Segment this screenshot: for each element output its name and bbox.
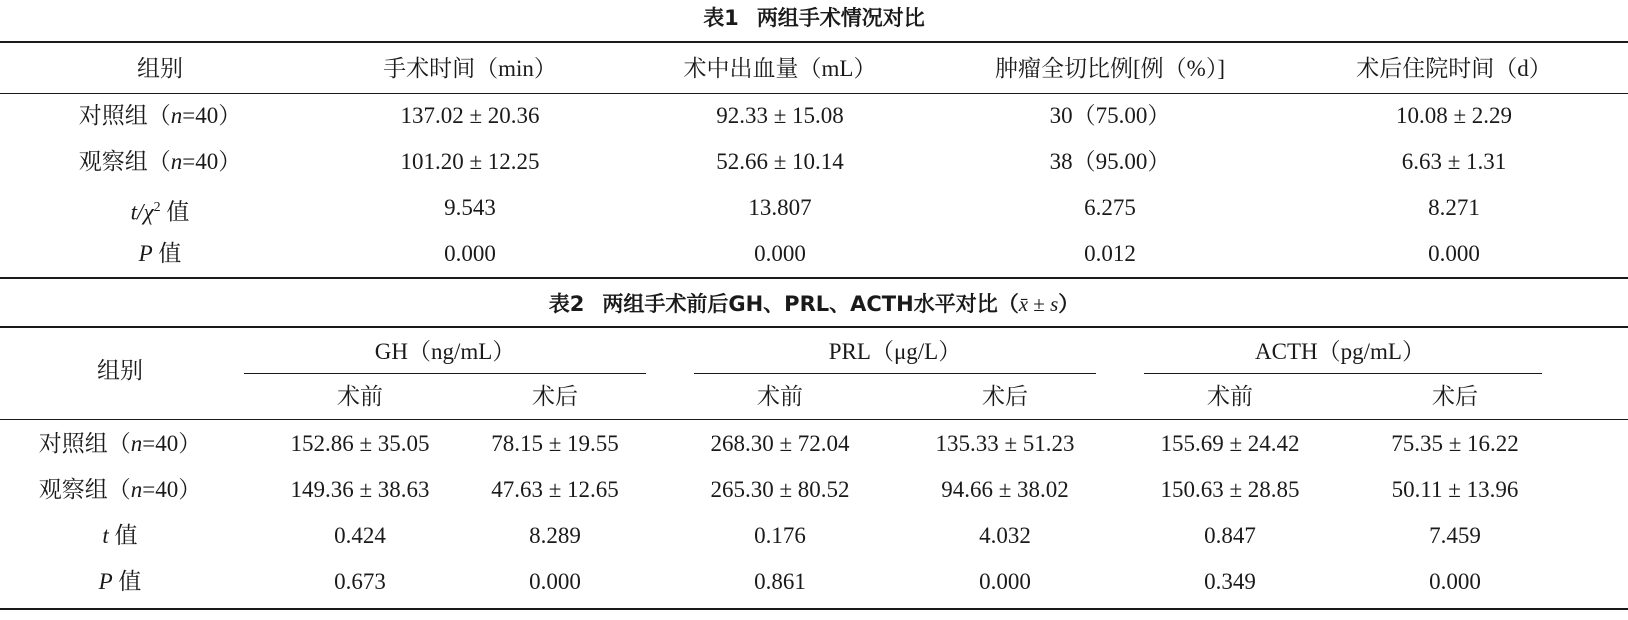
table-row: [0, 231, 1628, 277]
table1-header-op-time: 手术时间（min）: [383, 56, 557, 81]
table1-bottom-rule: [0, 277, 1628, 279]
sub-header: 术后: [1432, 384, 1478, 409]
table-cell: 8.271: [1428, 195, 1480, 220]
table-cell: 38（95.00）: [1049, 149, 1171, 174]
table2-header-group: 组别: [97, 358, 143, 383]
table-row: [0, 185, 1628, 231]
row-label: P 值: [138, 241, 182, 266]
table-cell: 8.289: [529, 523, 581, 548]
col-group-gh: GH（ng/mL）: [374, 339, 516, 364]
table-cell: 52.66 ± 10.14: [716, 149, 844, 174]
table-row: [0, 559, 1628, 605]
table1-top-rule: [0, 41, 1628, 43]
row-label: $t/\chi^2$ 值: [130, 199, 190, 225]
col-group-prl: PRL（μg/L）: [828, 339, 962, 364]
table-cell: 0.673: [334, 569, 386, 594]
table-cell: 6.275: [1084, 195, 1136, 220]
table-cell: 149.36 ± 38.63: [290, 477, 430, 502]
table-cell: 75.35 ± 16.22: [1391, 431, 1519, 456]
table1-header-stay: 术后住院时间（d）: [1356, 56, 1552, 81]
table-cell: 0.847: [1204, 523, 1256, 548]
table-cell: 155.69 ± 24.42: [1160, 431, 1300, 456]
table-cell: 268.30 ± 72.04: [710, 431, 850, 456]
table2-title: 两组手术前后GH、PRL、ACTH水平对比（: [602, 292, 1019, 316]
table-row: [0, 139, 1628, 185]
table-cell: 0.000: [1429, 569, 1481, 594]
table-cell: 152.86 ± 35.05: [290, 431, 430, 456]
sub-header: 术前: [1207, 384, 1253, 409]
table-cell: 50.11 ± 13.96: [1391, 477, 1519, 502]
table-cell: 0.000: [754, 241, 806, 266]
table-cell: 0.000: [529, 569, 581, 594]
table2-number: 表2: [548, 292, 585, 316]
table1-header-row: [0, 46, 1628, 92]
table-cell: 6.63 ± 1.31: [1401, 149, 1507, 174]
row-label: 对照组（n=40）: [78, 103, 242, 128]
table-cell: 30（75.00）: [1049, 103, 1171, 128]
table-row: [0, 513, 1628, 559]
table-cell: 0.424: [334, 523, 386, 548]
table-cell: 0.000: [979, 569, 1031, 594]
table2-header-rule: [0, 419, 1628, 420]
table-cell: 0.861: [754, 569, 806, 594]
table-cell: 135.33 ± 51.23: [935, 431, 1075, 456]
table-cell: 0.000: [444, 241, 496, 266]
table-cell: 92.33 ± 15.08: [716, 103, 844, 128]
table-cell: 265.30 ± 80.52: [710, 477, 850, 502]
table2-top-rule: [0, 326, 1628, 328]
table1-caption: [0, 4, 1628, 32]
table-cell: 94.66 ± 38.02: [941, 477, 1069, 502]
table-cell: 0.000: [1428, 241, 1480, 266]
table-cell: 0.349: [1204, 569, 1256, 594]
table-cell: 101.20 ± 12.25: [400, 149, 540, 174]
row-label: 对照组（n=40）: [38, 431, 202, 456]
table-cell: 47.63 ± 12.65: [491, 477, 619, 502]
sub-header: 术后: [532, 384, 578, 409]
table-cell: 0.012: [1084, 241, 1136, 266]
table-cell: 13.807: [748, 195, 812, 220]
table-row: [0, 467, 1628, 513]
table1-number: 表1: [703, 6, 739, 30]
row-label: 观察组（n=40）: [78, 149, 242, 174]
row-label: P 值: [98, 569, 142, 594]
table1-header-blood-loss: 术中出血量（mL）: [683, 56, 877, 81]
table2-caption: 表2 两组手术前后GH、PRL、ACTH水平对比（x̄ ± s）: [548, 292, 1080, 316]
table-cell: 137.02 ± 20.36: [400, 103, 540, 128]
table-cell: 7.459: [1429, 523, 1481, 548]
table-row: [0, 93, 1628, 139]
row-label: t 值: [102, 523, 138, 548]
table-cell: 9.543: [444, 195, 496, 220]
table-row: [0, 421, 1628, 467]
col-group-acth: ACTH（pg/mL）: [1255, 339, 1425, 364]
table-cell: 0.176: [754, 523, 806, 548]
table2-bottom-rule: [0, 608, 1628, 610]
table1-header-resection: 肿瘤全切比例[例（%）]: [995, 56, 1225, 81]
table1-title: 两组手术情况对比: [756, 6, 925, 30]
table1-header-group: 组别: [137, 56, 183, 81]
row-label: 观察组（n=40）: [38, 477, 202, 502]
table-cell: 78.15 ± 19.55: [491, 431, 619, 456]
table-cell: 150.63 ± 28.85: [1160, 477, 1300, 502]
sub-header: 术前: [757, 384, 803, 409]
table2-subheader-row: [0, 374, 1628, 420]
table-cell: 4.032: [979, 523, 1031, 548]
sub-header: 术后: [982, 384, 1028, 409]
sub-header: 术前: [337, 384, 383, 409]
table2-group-header-row: [0, 329, 1628, 375]
table-cell: 10.08 ± 2.29: [1395, 103, 1513, 128]
